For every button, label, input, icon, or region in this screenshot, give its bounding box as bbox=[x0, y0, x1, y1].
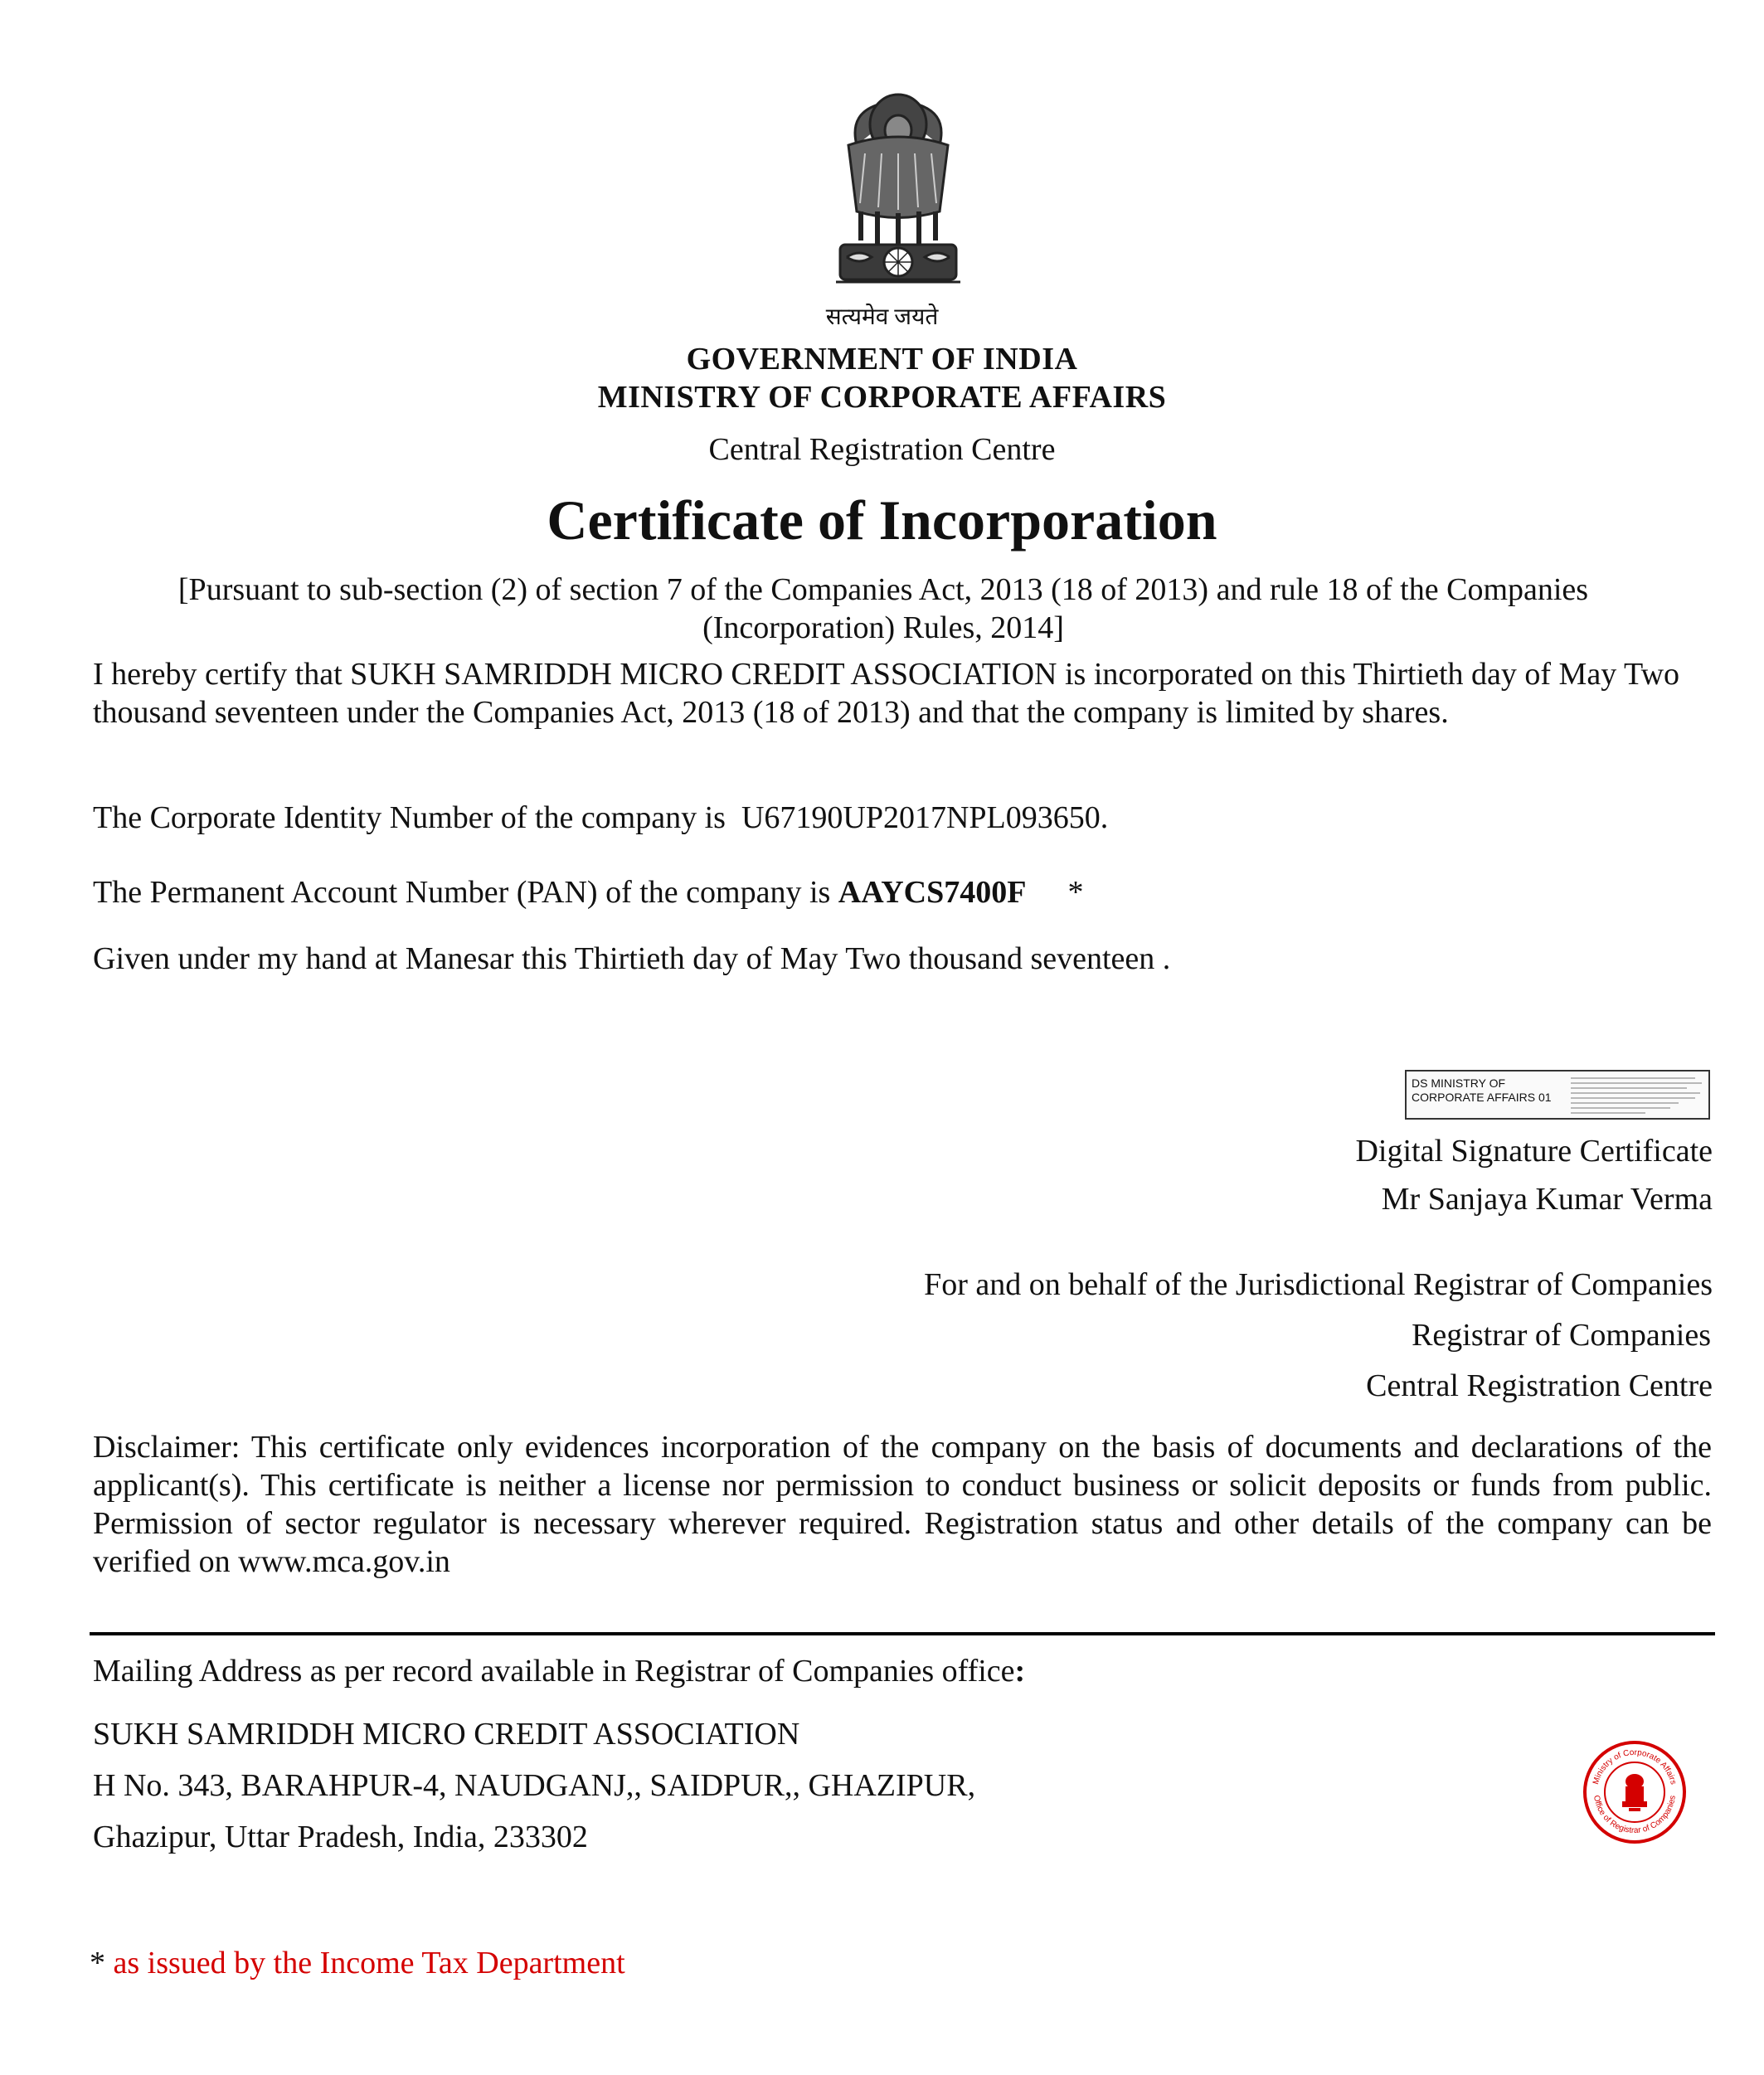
registrar-seal-icon bbox=[1581, 1738, 1689, 1846]
pan-footnote-marker: * bbox=[1067, 875, 1084, 910]
signature-stamp-label: DS MINISTRY OF CORPORATE AFFAIRS 01 bbox=[1412, 1076, 1552, 1104]
national-motto: सत्यमेव जयते bbox=[825, 304, 939, 330]
pursuant-clause: [Pursuant to sub-section (2) of section 7 of the Companies Act, 2013 (18 of 2013) and rule 18 of the Companies (Incorporation) Rules, 2014] bbox=[177, 572, 1589, 645]
pan-value: AAYCS7400F bbox=[838, 875, 1027, 910]
registrar-line: Registrar of Companies bbox=[1412, 1318, 1711, 1353]
given-statement: Given under my hand at Manesar this Thirtieth day of May Two thousand seventeen . bbox=[93, 941, 1171, 976]
footnote-marker: * bbox=[90, 1946, 105, 1980]
footnote-text: as issued by the Income Tax Department bbox=[113, 1946, 625, 1980]
ministry-name: MINISTRY OF CORPORATE AFFAIRS bbox=[597, 380, 1167, 415]
certification-statement: I hereby certify that SUKH SAMRIDDH MICRO CREDIT ASSOCIATION is incorporated on this Thirtieth day of May Two thousand seventeen under the Companies Act, 2013 (18 of 2013) and that the company is limited by shares. bbox=[93, 657, 1680, 730]
mailing-company-name: SUKH SAMRIDDH MICRO CREDIT ASSOCIATION bbox=[93, 1717, 800, 1752]
cin-value: U67190UP2017NPL093650. bbox=[741, 800, 1109, 835]
section-divider bbox=[90, 1632, 1715, 1635]
pan-label: The Permanent Account Number (PAN) of the company is bbox=[93, 875, 831, 910]
mailing-address-line: H No. 343, BARAHPUR-4, NAUDGANJ,, SAIDPUR,, GHAZIPUR, bbox=[93, 1768, 976, 1803]
government-heading bbox=[0, 340, 1764, 416]
certificate-title: Certificate of Incorporation bbox=[547, 488, 1217, 552]
svg-text:Office of Registrar of Compani: Office of Registrar of Companies bbox=[1591, 1794, 1678, 1836]
registration-centre-signoff: Central Registration Centre bbox=[1366, 1368, 1713, 1403]
digital-signature-title: Digital Signature Certificate bbox=[1355, 1134, 1713, 1169]
signer-name: Mr Sanjaya Kumar Verma bbox=[1381, 1182, 1713, 1217]
mailing-address-heading: Mailing Address as per record available in Registrar of Companies office: bbox=[93, 1654, 1026, 1689]
government-of-india: GOVERNMENT OF INDIA bbox=[686, 342, 1078, 377]
on-behalf-line: For and on behalf of the Jurisdictional Registrar of Companies bbox=[924, 1267, 1713, 1302]
footnote bbox=[90, 1945, 625, 1981]
cin-label: The Corporate Identity Number of the company is bbox=[93, 800, 726, 835]
cin-line bbox=[93, 799, 1108, 837]
registration-centre: Central Registration Centre bbox=[708, 432, 1056, 467]
digital-signature-stamp bbox=[1405, 1070, 1710, 1120]
svg-text:Ministry of Corporate Affairs: Ministry of Corporate Affairs bbox=[1591, 1747, 1678, 1786]
pan-line bbox=[93, 873, 1083, 911]
mailing-address-city: Ghazipur, Uttar Pradesh, India, 233302 bbox=[93, 1820, 588, 1854]
disclaimer-paragraph: Disclaimer: This certificate only evidences incorporation of the company on the basis of documents and declarations of the applicant(s). This certificate is neither a license nor permission to conduct business or solicit deposits or funds from public. Permission of sector regulator is necessary wherever required. Registration status and other details of the company can be verified on www.mca.gov.in bbox=[93, 1430, 1712, 1579]
national-emblem-icon bbox=[824, 87, 973, 299]
signature-stamp-details bbox=[1571, 1075, 1705, 1120]
